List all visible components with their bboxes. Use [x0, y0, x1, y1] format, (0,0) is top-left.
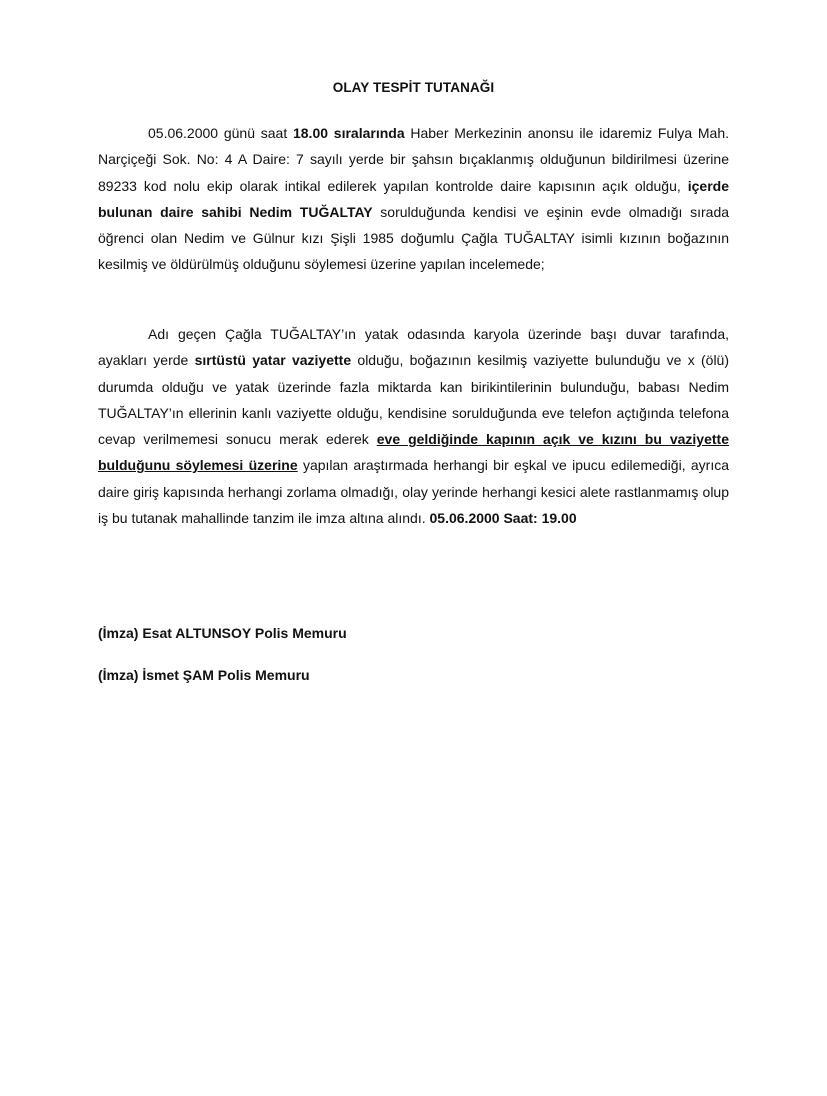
paragraph-1-text-1: 05.06.2000 günü saat — [148, 125, 293, 141]
paragraph-1-bold-owner: içerde bulunan daire sahibi Nedim TUĞALTAY — [98, 177, 729, 220]
paragraph-2-underlined-statement: eve geldiğinde kapının açık ve kızını bu vaziyette bulduğunu söylemesi üzerine — [98, 431, 729, 474]
paragraph-2-bold-position: sırtüstü yatar vaziyette — [194, 352, 352, 369]
paragraph-1 — [98, 120, 729, 278]
paragraph-1-text-2: Haber Merkezinin anonsu ile idaremiz Fulya Mah. Narçiçeği Sok. No: 4 A Daire: 7 sayılı yerde bir şahsın bıçaklanmış olduğunun bildirilmesi üzerine 89233 kod nolu ekip olarak intikal edilerek yapılan kontrolde daire kapısının açık olduğu, — [98, 125, 730, 194]
paragraph-2-text-1: Adı geçen Çağla TUĞALTAY’ın yatak odasında karyola üzerinde başı duvar tarafında, ayakları yerde — [98, 326, 729, 369]
paragraph-1-bold-time: 18.00 sıralarında — [292, 125, 405, 141]
paragraph-2-bold-date-time: 05.06.2000 Saat: 19.00 — [429, 510, 577, 527]
paragraph-2-text-3: yapılan araştırmada herhangi bir eşkal ve ipucu edilemediği, ayrıca daire giriş kapısında herhangi zorlama olmadığı, olay yerinde herhangi kesici alete rastlanmamış olup iş bu tutanak mahallinde tanzim ile imza altına alındı. — [98, 457, 730, 527]
paragraph-2-text-2: olduğu, boğazının kesilmiş vaziyette bulunduğu ve x (ölü) durumda olduğu ve yatak üzerinde fazla miktarda kan birikintilerinin bulunduğu, babası Nedim TUĞALTAY’ın ellerinin kanlı vaziyette olduğu, kendisine sorulduğunda eve telefon açtığında telefona cevap verilmemesi sonucu merak ederek — [98, 352, 730, 448]
document-title: OLAY TESPİT TUTANAĞI — [332, 80, 495, 95]
signature-line-1: (İmza) Esat ALTUNSOY Polis Memuru — [98, 625, 347, 641]
paragraph-2 — [98, 321, 729, 531]
signature-line-2: (İmza) İsmet ŞAM Polis Memuru — [98, 667, 310, 683]
paragraph-1-text-3: sorulduğunda kendisi ve eşinin evde olmadığı sırada öğrenci olan Nedim ve Gülnur kızı Şişli 1985 doğumlu Çağla TUĞALTAY isimli kızının boğazının kesilmiş ve öldürülmüş olduğunu söylemesi üzerine yapılan incelemede; — [98, 203, 730, 273]
